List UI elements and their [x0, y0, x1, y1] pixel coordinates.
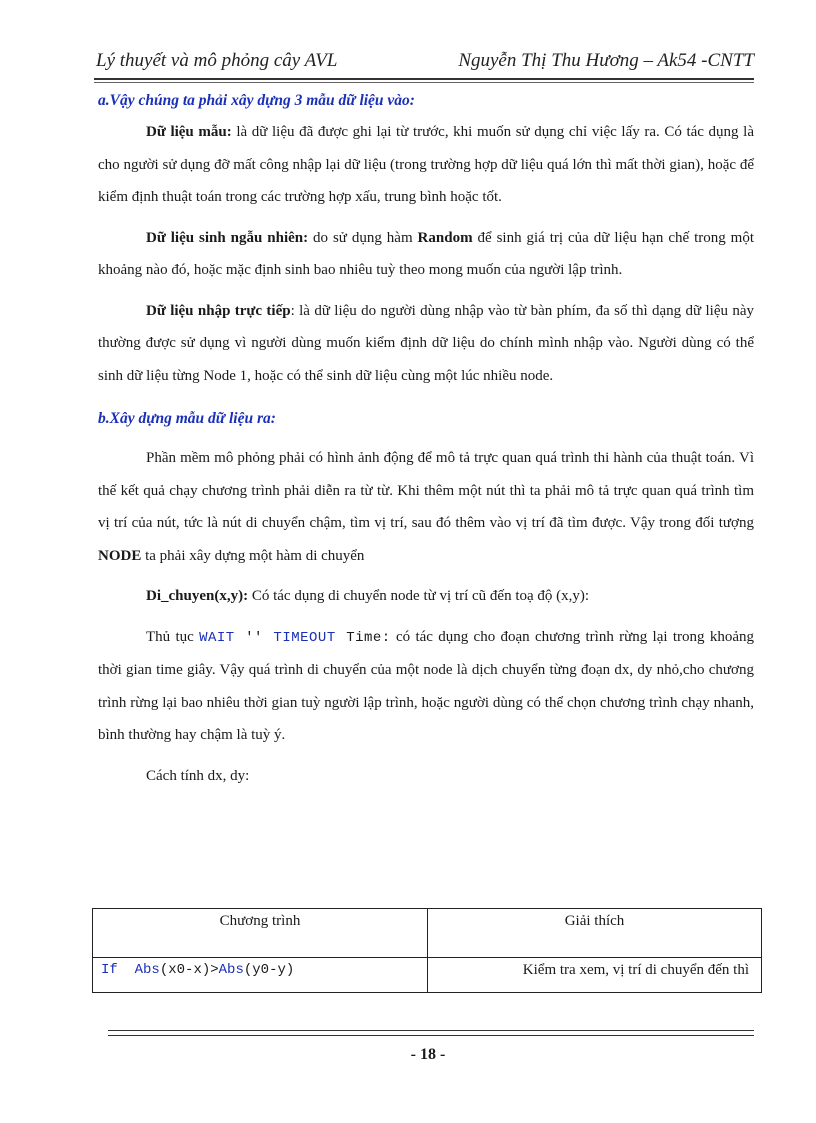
code-text: (x0-x)> — [159, 962, 219, 978]
paragraph-dx-dy: Cách tính dx, dy: — [146, 767, 250, 784]
term-random-function: Random — [417, 229, 473, 246]
header-rule-thin — [94, 82, 754, 83]
paragraph-direct-input — [98, 295, 754, 393]
code-keyword-abs: Abs — [218, 962, 244, 978]
table-header-program: Chương trình — [93, 909, 428, 958]
code-keyword-wait: WAIT — [199, 629, 235, 646]
code-explanation-table — [92, 908, 762, 993]
paragraph-text: Thủ tục — [146, 628, 200, 645]
code-keyword-abs: Abs — [134, 962, 160, 978]
code-quotes: '' — [234, 629, 274, 646]
table-header-explanation: Giải thích — [428, 909, 762, 958]
document-body — [98, 86, 754, 792]
paragraph-output-model — [98, 442, 754, 572]
paragraph-text: có tác dụng cho đoạn chương trình rừng lại trong khoảng thời gian time giây. Vậy quá trình di chuyển của một node là dịch chuyển từng đoạn dx, dy nhỏ,cho chương trình rừng lại bao nhiêu thời gian tuỳ người lập trình, hoặc người dùng có thể chọn chương trình chạy nhanh, bình thường hay chậm là tuỳ ý. — [98, 628, 754, 743]
table-header-row — [93, 909, 762, 958]
code-keyword-timeout: TIMEOUT — [273, 629, 336, 646]
code-time: Time: — [335, 629, 391, 646]
header-title: Lý thuyết và mô phỏng cây AVL — [96, 50, 338, 71]
paragraph-move-function — [98, 580, 754, 613]
paragraph-sample-data — [98, 116, 754, 214]
page-header — [94, 48, 754, 78]
table-cell-code — [93, 958, 428, 993]
term-random-data: Dữ liệu sinh ngẫu nhiên: — [146, 229, 309, 246]
term-direct-input: Dữ liệu nhập trực tiếp — [146, 302, 291, 319]
table-row — [93, 958, 762, 993]
paragraph-text: : là dữ liệu do người dùng nhập vào từ bàn phím, đa số thì dạng dữ liệu này thường được sử dụng vì người dùng muốn kiểm định dữ liệu do chính mình nhập vào. Người dùng có thể sinh dữ liệu từng Node 1, hoặc có thể sinh dữ liệu cùng một lúc nhiều node. — [98, 302, 755, 384]
page-number: - 18 - — [410, 1046, 446, 1063]
footer-rule-2 — [108, 1035, 754, 1036]
section-a-heading: a.Vậy chúng ta phải xây dựng 3 mẫu dữ liệu vào: — [98, 92, 415, 109]
code-keyword-if: If — [101, 962, 118, 978]
paragraph-text: do sử dụng hàm — [308, 229, 418, 246]
paragraph-wait-procedure — [98, 621, 754, 752]
code-text: (y0-y) — [243, 962, 295, 978]
paragraph-random-data — [98, 222, 754, 287]
paragraph-text: để sinh giá trị của dữ liệu hạn chế trong một khoảng nào đó, hoặc mặc định sinh bao nhiêu tuỳ theo mong muốn của người lập trình. — [98, 229, 754, 278]
paragraph-text: Phần mềm mô phỏng phải có hình ảnh động để mô tả trực quan quá trình thi hành của thuật toán. Vì thế kết quả chạy chương trình phải diễn ra từ từ. Khi thêm một nút thì ta phải mô tả trực quan quá trình tìm vị trí của nút, tức là nút di chuyển chậm, tìm vị trí, sau đó thêm vào vị trí đã tìm được. Vậy trong đối tượng — [98, 450, 754, 531]
term-di-chuyen: Di_chuyen(x,y): — [146, 588, 249, 604]
section-b-heading: b.Xây dựng mẫu dữ liệu ra: — [98, 410, 276, 427]
header-rule — [94, 78, 754, 80]
term-node: NODE — [98, 547, 142, 564]
header-author: Nguyễn Thị Thu Hương – Ak54 -CNTT — [458, 50, 754, 71]
paragraph-text: ta phải xây dựng một hàm di chuyển — [141, 547, 365, 564]
paragraph-text: Có tác dụng di chuyển node từ vị trí cũ đến toạ độ (x,y): — [248, 588, 590, 604]
table-cell-explanation: Kiểm tra xem, vị trí di chuyển đến thì — [428, 958, 762, 993]
paragraph-text: là dữ liệu đã được ghi lại từ trước, khi muốn sử dụng chỉ việc lấy ra. Có tác dụng là cho người sử dụng đỡ mất công nhập lại dữ liệu (trong trường hợp dữ liệu quá lớn thì mất thời gian), hoặc để kiểm định thuật toán trong các trường hợp xấu, trung bình hoặc tốt. — [98, 124, 754, 205]
term-sample-data: Dữ liệu mẫu: — [146, 124, 232, 140]
footer-rule — [108, 1030, 754, 1031]
